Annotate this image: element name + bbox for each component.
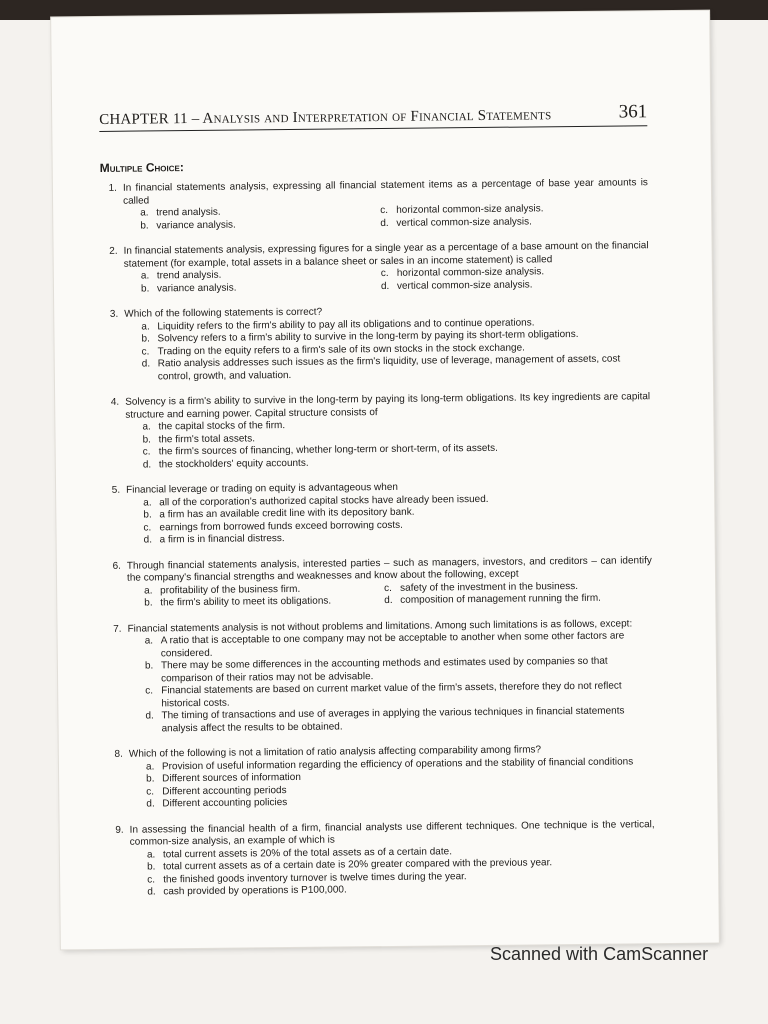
choice-letter: b. xyxy=(144,660,154,672)
chapter-header xyxy=(99,97,647,132)
choice-letter: a. xyxy=(145,760,155,773)
question-number: 2. xyxy=(109,245,118,257)
choice-text: the firm's ability to meet its obligations. xyxy=(160,595,332,609)
choice-letter: d. xyxy=(380,217,389,229)
choice-text: vertical common-size analysis. xyxy=(396,278,533,292)
choice-list xyxy=(144,580,652,610)
choice-text: Trading on the equity refers to a firm's sale of its own stocks in the stock exchange. xyxy=(157,342,525,357)
choice-letter: d. xyxy=(142,458,152,471)
choice-list xyxy=(142,416,650,471)
choice-letter: c. xyxy=(146,785,155,798)
choice-text: cash provided by operations is P100,000. xyxy=(163,884,347,898)
question-number: 6. xyxy=(112,560,121,572)
choice-text: Different accounting policies xyxy=(162,797,288,810)
choice-letter: d. xyxy=(380,280,390,292)
choice-letter: a. xyxy=(143,496,152,509)
choice-letter: a. xyxy=(141,320,150,333)
choice-letter: b. xyxy=(143,509,152,521)
choice-letter: c. xyxy=(141,345,150,358)
choice-letter: c. xyxy=(147,873,156,886)
choice-text: trend analysis. xyxy=(156,206,221,219)
choice-letter: a. xyxy=(140,207,149,219)
answer-choice xyxy=(381,278,649,293)
choice-letter: a. xyxy=(140,270,150,282)
question-item xyxy=(100,177,648,233)
choice-list xyxy=(145,630,654,735)
choice-list xyxy=(143,492,651,547)
choice-text: variance analysis. xyxy=(156,219,236,231)
choice-text: Liquidity refers to the firm's ability to pay all its obligations and to continue operations. xyxy=(157,316,535,332)
answer-choice xyxy=(380,215,648,230)
question-list xyxy=(100,177,656,912)
choice-text: variance analysis. xyxy=(156,282,237,294)
choice-letter: b. xyxy=(146,773,155,785)
choice-letter: a. xyxy=(142,421,151,433)
answer-choice xyxy=(384,592,652,607)
answer-choice xyxy=(142,353,650,383)
choice-text: Provision of useful information regarding the efficiency of operations and the stability of financial conditions xyxy=(161,755,634,772)
choice-text: Financial statements are based on current market value of the firm's assets, therefore they do not reflect historical costs. xyxy=(161,680,622,709)
question-number: 5. xyxy=(111,484,121,496)
choice-text: trend analysis. xyxy=(156,269,222,282)
question-text: Which of the following is not a limitation of ratio analysis affecting comparability among firms? xyxy=(128,744,542,760)
section-heading: Multiple Choice: xyxy=(99,160,184,175)
choice-text: a firm is in financial distress. xyxy=(159,533,285,546)
question-item xyxy=(101,303,650,384)
answer-choice xyxy=(141,281,381,296)
choice-letter: b. xyxy=(142,433,151,446)
question-text: In financial statements analysis, expressing figures for a single year as a percentage of a base amount on the financial statement (for example, total assets in a balance sheet or sales in an income statement) is called xyxy=(123,240,649,270)
question-text: In financial statements analysis, expressing all financial statement items as a percentage of base year amounts is called xyxy=(122,177,648,207)
answer-choice xyxy=(144,595,384,610)
choice-text: There may be some differences in the accounting methods and estimates used by companies so that comparison of their ratios may not be advisable. xyxy=(160,655,608,684)
choice-text: total current assets is 20% of the total assets as of a certain date. xyxy=(162,845,452,860)
question-item xyxy=(104,618,653,736)
choice-list xyxy=(146,756,654,811)
choice-text: Different accounting periods xyxy=(162,784,287,797)
choice-letter: b. xyxy=(144,597,153,609)
question-text: Which of the following statements is correct? xyxy=(124,306,323,320)
question-item xyxy=(101,240,649,296)
choice-text: total current assets as of a certain date is 20% greater compared with the previous year. xyxy=(162,857,553,873)
answer-choice xyxy=(140,218,380,233)
choice-letter: c. xyxy=(142,446,151,458)
choice-letter: c. xyxy=(384,582,392,594)
choice-letter: b. xyxy=(141,333,150,345)
choice-letter: d. xyxy=(384,594,393,607)
choice-text: the finished goods inventory turnover is twelve times during the year. xyxy=(163,870,467,885)
question-text: In assessing the financial health of a firm, financial analysts use different techniques. One technique is the vertical, common-size analysis, an example of which is xyxy=(129,818,655,848)
choice-letter: b. xyxy=(140,219,149,232)
choice-text: the firm's total assets. xyxy=(158,432,256,445)
choice-text: vertical common-size analysis. xyxy=(396,215,532,229)
choice-text: composition of management running the firm. xyxy=(400,592,601,606)
question-item xyxy=(104,555,652,611)
choice-list xyxy=(141,265,649,295)
page-number: 361 xyxy=(618,101,648,123)
scanner-watermark: Scanned with CamScanner xyxy=(490,944,709,964)
choice-letter: d. xyxy=(141,358,151,370)
choice-letter: c. xyxy=(145,685,154,697)
question-text: Financial leverage or trading on equity is advantageous when xyxy=(126,481,398,496)
choice-text: Ratio analysis addresses such issues as the firm's liquidity, use of leverage, management of assets, cost control, growth, and valuation. xyxy=(157,353,621,382)
choice-letter: d. xyxy=(143,534,153,546)
choice-letter: b. xyxy=(146,861,156,873)
question-number: 4. xyxy=(110,396,120,408)
question-number: 1. xyxy=(108,182,117,194)
choice-list xyxy=(140,202,648,232)
choice-text: horizontal common-size analysis. xyxy=(396,266,545,279)
choice-list xyxy=(141,316,650,384)
choice-list xyxy=(147,844,655,899)
choice-text: horizontal common-size analysis. xyxy=(396,203,544,216)
question-text: Financial statements analysis is not without problems and limitations. Among such limitations is as follows, except: xyxy=(127,617,633,635)
choice-text: The timing of transactions and use of averages in applying the various techniques in financial statements analysis affect the results to be obtained. xyxy=(161,705,625,734)
choice-letter: c. xyxy=(380,204,389,217)
document-page xyxy=(51,11,719,950)
question-item xyxy=(102,391,651,472)
choice-text: all of the corporation's authorized capital stocks have already been issued. xyxy=(159,493,489,508)
question-number: 3. xyxy=(109,308,119,320)
choice-text: a firm has an available credit line with its depository bank. xyxy=(159,506,415,521)
choice-text: Solvency refers to a firm's ability to survive in the long-term by paying its short-term obligations. xyxy=(157,328,579,345)
choice-text: the firm's sources of financing, whether long-term or short-term, of its assets. xyxy=(158,442,498,458)
choice-letter: d. xyxy=(145,710,154,722)
choice-letter: c. xyxy=(380,267,389,280)
chapter-title: CHAPTER 11 – Analysis and Interpretation of Financial Statements xyxy=(99,107,552,128)
question-item xyxy=(103,479,652,547)
question-number: 7. xyxy=(113,623,122,635)
choice-text: Different sources of information xyxy=(162,771,301,785)
question-number: 9. xyxy=(115,824,124,836)
choice-letter: d. xyxy=(146,798,155,810)
choice-text: A ratio that is acceptable to one company may not be acceptable to another when some other factors are considered. xyxy=(160,630,625,659)
question-item xyxy=(107,819,656,900)
choice-letter: c. xyxy=(143,521,152,534)
question-text: Through financial statements analysis, interested parties – such as managers, investors, and creditors – can identify the company's financial strengths and weaknesses and know about the following, except xyxy=(126,554,652,584)
choice-text: earnings from borrowed funds exceed borrowing costs. xyxy=(159,519,403,533)
choice-letter: b. xyxy=(140,282,150,295)
choice-text: profitability of the business firm. xyxy=(160,583,301,596)
choice-letter: d. xyxy=(147,886,156,898)
answer-choice xyxy=(145,705,653,735)
question-item xyxy=(106,743,655,811)
question-text: Solvency is a firm's ability to survive in the long-term by paying its long-term obligations. Its key ingredients are capital structure and earning power. Capital structure consists of xyxy=(125,391,651,421)
choice-letter: a. xyxy=(144,635,154,647)
choice-letter: a. xyxy=(144,584,153,597)
choice-letter: a. xyxy=(146,848,156,861)
choice-text: safety of the investment in the business. xyxy=(400,580,579,594)
choice-text: the capital stocks of the firm. xyxy=(158,420,286,433)
choice-text: the stockholders' equity accounts. xyxy=(158,457,309,470)
question-number: 8. xyxy=(114,748,123,760)
